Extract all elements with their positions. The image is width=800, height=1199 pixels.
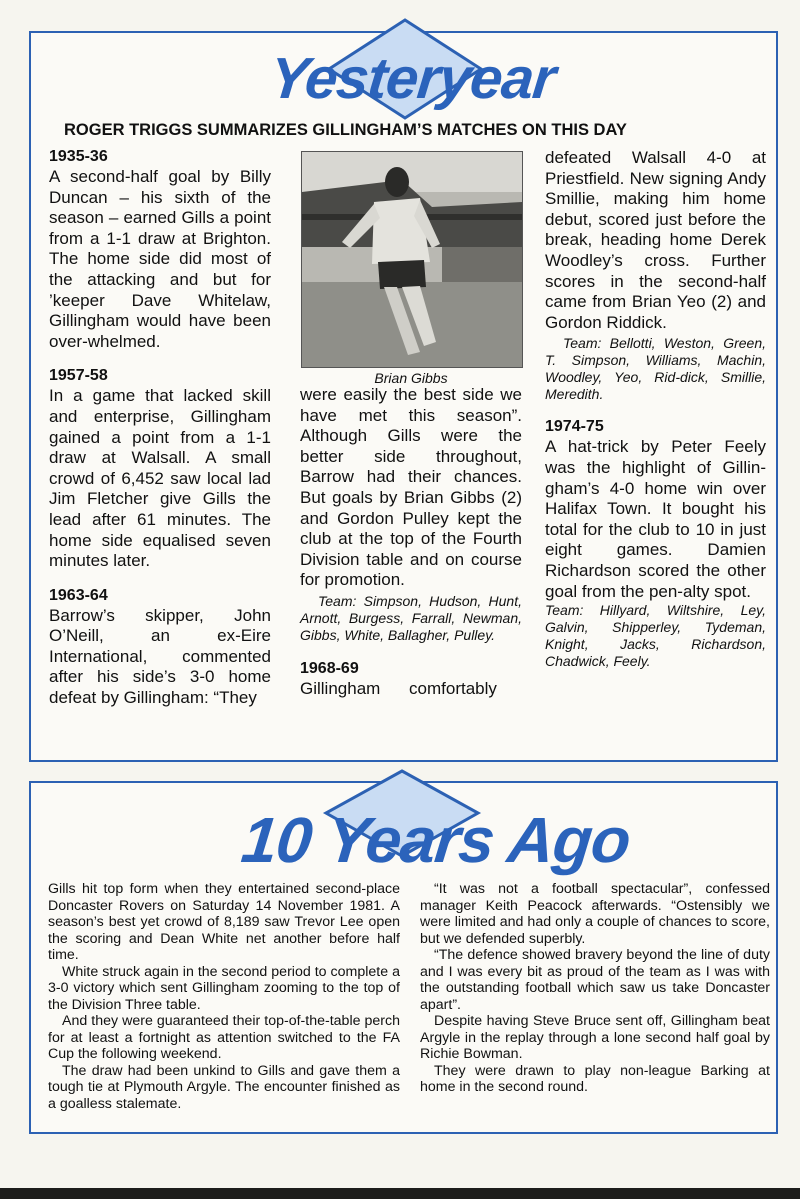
photo-caption: Brian Gibbs xyxy=(374,370,448,386)
team-lineup: Team: Hillyard, Wiltshire, Ley, Galvin, Shipperley, Tydeman, Knight, Jacks, Richardson, Chadwick, Feely. xyxy=(545,602,766,670)
article-paragraph: And they were guaranteed their top-of-the-table perch for at least a fortnight as attention switched to the FA Cup the following weekend. xyxy=(48,1013,400,1062)
article-paragraph: “The defence showed bravery beyond the line of duty and I was every bit as proud of the team as I was with the outstanding football which saw us take Doncaster apart”. xyxy=(420,947,770,1013)
match-report: In a game that lacked skill and enterprise, Gillingham gained a point from a 1-1 draw at Walsall. A small crowd of 6,452 saw local lad Jim Fletcher give Gills the lead after 61 minutes. The home side equalised seven minutes later. xyxy=(49,386,271,571)
match-report: were easily the best side we have met this season”. Although Gills were the better side throughout, Barrow had their chances. But goals by Brian Gibbs (2) and Gordon Pulley kept the club at the top of the Fourth Division table and on course for promotion. xyxy=(300,385,522,590)
match-report: defeated Walsall 4-0 at Priestfield. New signing Andy Smillie, making him home debut, scored just before the break, heading home Derek Woodley’s cross. Further scores in the second-half came from Brian Yeo (2) and Gordon Riddick. xyxy=(545,148,766,332)
article-paragraph: Despite having Steve Bruce sent off, Gillingham beat Argyle in the replay through a lone second half goal by Richie Bowman. xyxy=(420,1013,770,1062)
match-report: Gillingham comfortably xyxy=(300,678,497,698)
column-left xyxy=(49,147,271,709)
column-middle xyxy=(300,385,522,700)
page-edge xyxy=(0,1188,800,1199)
season-heading: 1974-75 xyxy=(545,418,604,436)
article-paragraph: The draw had been unkind to Gills and gave them a tough tie at Plymouth Argyle. The encounter finished as a goalless stalemate. xyxy=(48,1062,400,1112)
ten-years-left-column xyxy=(48,881,400,1112)
team-lineup: Team: Simpson, Hudson, Hunt, Arnott, Burgess, Farrall, Newman, Gibbs, White, Ballagher, Pulley. xyxy=(300,592,522,643)
season-heading: 1963-64 xyxy=(49,586,108,604)
yesteryear-title: Yesteryear xyxy=(266,46,558,111)
match-report: A hat-trick by Peter Feely was the highlight of Gillin-gham’s 4-0 home win over Halifax Town. It bought his total for the club to 10 in just eight games. Damien Richardson scored the other goal from the pen-alty spot. xyxy=(545,437,766,601)
match-report: Barrow’s skipper, John O’Neill, an ex-Eire International, commented after his side’s 3-0 home defeat by Gillingham: “They xyxy=(49,605,271,708)
season-heading: 1968-69 xyxy=(300,659,359,677)
article-paragraph: White struck again in the second period to complete a 3-0 victory which sent Gillingham zooming to the top of the Division Three table. xyxy=(48,963,400,1013)
article-paragraph: They were drawn to play non-league Barking at home in the second round. xyxy=(420,1062,770,1095)
article-paragraph: “It was not a football spectacular”, confessed manager Keith Peacock afterwards. “Ostensibly we were limited and had only a couple of chances to score, but we defended superbly. xyxy=(420,881,770,947)
team-lineup: Team: Bellotti, Weston, Green, T. Simpson, Williams, Machin, Woodley, Yeo, Rid-dick, Smillie, Meredith. xyxy=(545,335,766,403)
footballer-image xyxy=(302,152,522,367)
article-paragraph: Gills hit top form when they entertained second-place Doncaster Rovers on Saturday 14 November 1981. A season’s best yet crowd of 8,189 saw Trevor Lee open the scoring and Dean White net another before half time. xyxy=(48,881,400,963)
column-right xyxy=(545,148,766,670)
match-report: A second-half goal by Billy Duncan – his sixth of the season – earned Gills a point from a 1-1 draw at Brighton. The home side did most of the attacking and but for ’keeper Dave Whitelaw, Gillingham would have been over-whelmed. xyxy=(49,167,271,351)
ten-years-ago-title: 10 Years Ago xyxy=(238,804,634,876)
season-heading: 1935-36 xyxy=(49,148,108,165)
player-photo xyxy=(301,151,523,368)
ten-years-right-column xyxy=(420,881,770,1096)
season-heading: 1957-58 xyxy=(49,367,108,385)
section-subtitle: ROGER TRIGGS SUMMARIZES GILLINGHAM’S MATCHES ON THIS DAY xyxy=(64,121,627,139)
